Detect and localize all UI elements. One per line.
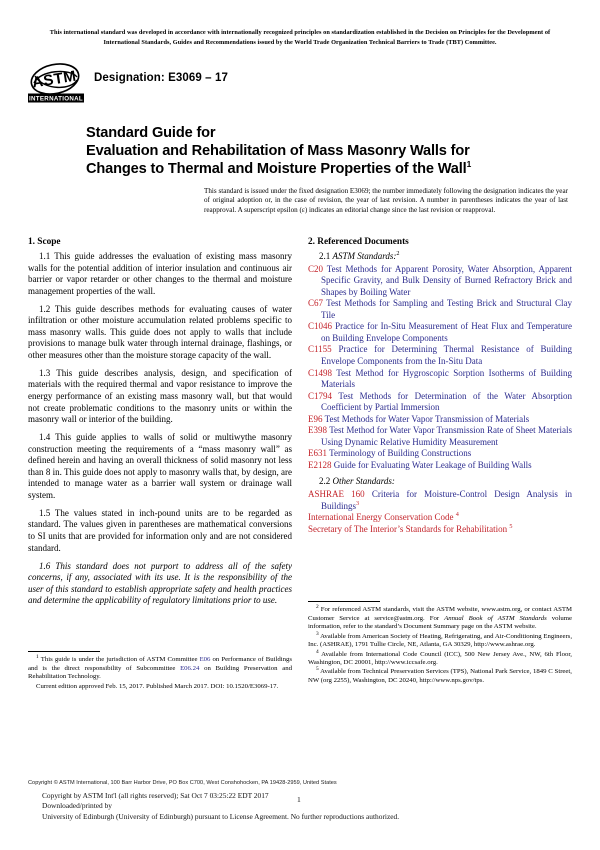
reference-designation[interactable]: Secretary of The Interior’s Standards for Rehabilitation <box>308 523 508 534</box>
reference-title[interactable]: Test Methods for Apparent Porosity, Water Absorption, Apparent Specific Gravity, and Bulk Density of Burned Refractory Brick and Shapes by Boiling Water <box>321 263 572 297</box>
scope-heading: 1. Scope <box>28 237 61 247</box>
scope-paragraph: 1.4 This guide applies to walls of solid or multiwythe masonry construction meeting the requirements of a “mass masonry wall” as defined herein and having an overall thickness of solid masonry not less than 8 in. This guide does not apply to masonry walls that, by design, are intended to manage water as a barrier wall system or drainage wall system. <box>28 432 292 500</box>
reference-item[interactable] <box>308 298 572 321</box>
reference-footnote-marker: 4 <box>455 511 459 519</box>
astm-standards-subheading-number: 2.1 <box>319 251 331 261</box>
footnotes-right <box>308 603 573 686</box>
footnote-text: Available from International Code Council (ICC), 500 New Jersey Ave., NW, 6th Floor, Washington, DC 20001, http://www.iccsafe.org. <box>308 650 572 667</box>
reference-item[interactable] <box>308 460 572 472</box>
footnote-text: Available from American Society of Heating, Refrigerating, and Air-Conditioning Engineers, Inc. (ASHRAE), 1791 Tullie Circle, NE, Atlanta, GA 30329, http://www.ashrae.org. <box>308 632 573 649</box>
footnote-marker: 3 <box>316 630 319 637</box>
reference-designation[interactable]: E96 <box>308 413 323 424</box>
reference-title[interactable]: Terminology of Building Constructions <box>329 448 472 459</box>
scope-paragraph: 1.2 This guide describes methods for evaluating causes of water infiltration or other moisture accumulation related problems specific to mass masonry walls. This guide does not apply to walls that include provisions to manage bulk water through internal drainage, flashings, or other measures other than the moisture storage capacity of the wall. <box>28 303 292 360</box>
document-header <box>28 63 568 107</box>
astm-standards-subheading-text: ASTM Standards: <box>332 251 397 261</box>
reference-designation[interactable]: C1498 <box>308 367 333 378</box>
other-standards-list <box>308 489 572 535</box>
reference-designation[interactable]: C1046 <box>308 321 333 332</box>
footnote-text: on Performance of Buildings and is the direct responsibility of Subcommittee <box>28 656 292 672</box>
reference-item[interactable] <box>308 414 572 426</box>
scope-safety-paragraph: 1.6 This standard does not purport to address all of the safety concerns, if any, associated with its use. It is the responsibility of the user of this standard to establish appropriate safety and health practices and determine the applicability of regulatory limitations prior to use. <box>28 560 292 606</box>
issued-note: This standard is issued under the fixed designation E3069; the number immediately following the designation indicates the year of original adoption or, in the case of revision, the year of last revision. A number in parentheses indicates the year of last reapproval. A superscript epsilon (ε) indicates an editorial change since the last revision or reapproval. <box>204 187 568 214</box>
reference-designation[interactable]: E631 <box>308 448 327 459</box>
reference-item[interactable] <box>308 391 572 414</box>
reference-title[interactable]: Test Method for Hygroscopic Sorption Isotherms of Building Materials <box>321 367 572 390</box>
footnote-item: Current edition approved Feb. 15, 2017. Published March 2017. DOI: 10.1520/E3069-17. <box>36 682 279 690</box>
reference-title[interactable]: Practice for Determining Thermal Resistance of Building Envelope Components from the In-Situ Data <box>321 344 572 366</box>
footnote-divider-left <box>28 651 100 652</box>
title-line-3 <box>86 160 568 178</box>
reference-item[interactable] <box>308 264 572 299</box>
download-line-1: Copyright by ASTM Int'l (all rights reserved); Sat Oct 7 03:25:22 EDT 2017 <box>42 791 269 800</box>
footnote-text: This guide is under the jurisdiction of ASTM Committee <box>40 656 200 663</box>
reference-designation[interactable]: C1794 <box>308 390 333 401</box>
footnote-link-subcommittee[interactable]: E06.24 <box>180 664 200 672</box>
reference-item[interactable] <box>308 448 572 460</box>
reference-designation[interactable]: C20 <box>308 263 324 274</box>
download-stamp <box>42 791 522 822</box>
footnote-link-committee[interactable]: E06 <box>199 656 211 663</box>
other-reference-item[interactable] <box>308 489 572 512</box>
copyright-line: Copyright © ASTM International, 100 Barr Harbor Drive, PO Box C700, West Conshohocken, PA 19428-2959, United States <box>28 780 337 786</box>
referenced-documents-heading: 2. Referenced Documents <box>308 237 409 247</box>
reference-title[interactable]: Test Methods for Sampling and Testing Brick and Structural Clay Tile <box>321 298 572 320</box>
reference-designation[interactable]: ASHRAE 160 <box>308 489 365 500</box>
other-reference-item[interactable] <box>308 512 572 524</box>
reference-footnote-marker: 3 <box>356 499 360 507</box>
reference-title[interactable]: Guide for Evaluating Water Leakage of Building Walls <box>333 459 532 470</box>
footnote-divider-right <box>308 601 380 602</box>
astm-standards-subheading <box>308 251 572 263</box>
reference-title[interactable]: Test Methods for Water Vapor Transmission of Materials <box>324 413 530 424</box>
title-line-1: Standard Guide for <box>86 125 216 141</box>
reference-item[interactable] <box>308 425 572 448</box>
footnote-item <box>308 603 573 632</box>
scope-paragraph: 1.3 This guide describes analysis, design, and specification of materials with the required thermal and vapor resistance to improve the energy performance of an existing mass masonry wall, but that would not create problematic conditions to the masonry units or within the masonry wall or interior of the building. <box>28 367 292 425</box>
other-standards-subheading-number: 2.2 <box>319 476 331 487</box>
title-line-2: Evaluation and Rehabilitation of Mass Masonry Walls for <box>86 143 470 160</box>
footnotes-left <box>28 653 292 692</box>
reference-footnote-marker: 5 <box>509 522 513 530</box>
astm-standards-subheading-marker: 2 <box>396 250 400 257</box>
reference-item[interactable] <box>308 368 572 391</box>
scope-paragraph: 1.1 This guide addresses the evaluation of existing mass masonry walls for the potential addition of interior insulation and continuous air barrier or vapor retarder or other changes to the thermal and moisture management properties of the wall. <box>28 251 292 296</box>
reference-item[interactable] <box>308 344 572 367</box>
footnote-text: For referenced ASTM standards, visit the ASTM website, www.astm.org, or contact ASTM Customer Service at service@astm.org. For <box>308 606 573 622</box>
astm-standards-list <box>308 264 572 472</box>
footnote-italic: Annual Book of ASTM Standards <box>444 614 547 622</box>
astm-logo-wordmark: INTERNATIONAL <box>29 95 83 103</box>
footnote-text: on Building Preservation and Rehabilitation Technology. <box>28 664 292 681</box>
download-line-3: University of Edinburgh (University of Edinburgh) pursuant to License Agreement. No further reproductions authorized. <box>42 811 400 821</box>
footnote-marker: 2 <box>316 603 319 610</box>
designation-label: Designation: E3069 – 17 <box>94 72 228 84</box>
reference-item[interactable] <box>308 321 572 344</box>
footnote-item <box>308 648 572 668</box>
left-column <box>28 236 292 613</box>
reference-title[interactable]: Criteria for Moisture-Control Design Analysis in Buildings <box>321 489 573 511</box>
footnote-marker: 1 <box>36 653 39 660</box>
svg-text:ASTM: ASTM <box>30 67 78 92</box>
footnote-item <box>308 630 573 650</box>
reference-designation[interactable]: International Energy Conservation Code <box>308 512 454 523</box>
title-line-3-text: Changes to Thermal and Moisture Properties of the Wall <box>86 161 467 178</box>
title-block <box>86 124 568 179</box>
title-footnote-marker: 1 <box>466 159 472 170</box>
download-line-2: Downloaded/printed by <box>42 801 112 811</box>
astm-logo-icon <box>28 63 84 104</box>
reference-title[interactable]: Test Methods for Determination of the Water Absorption Coefficient by Partial Immersion <box>321 390 573 413</box>
tbt-notice: This international standard was developed in accordance with internationally recognized principles on standardization established in the Decision on Principles for the Development of International Standards, Guides and Recommendations issued by the World Trade Organization Technical Barriers to Trade (TBT) Committee. <box>49 29 551 46</box>
footnote-text: volume information, refer to the standard’s Document Summary page on the ASTM website. <box>308 614 572 631</box>
footnote-marker: 5 <box>316 666 319 673</box>
other-standards-subheading-text: Other Standards: <box>332 476 395 487</box>
reference-designation[interactable]: E398 <box>308 425 327 436</box>
other-standards-subheading <box>308 476 572 488</box>
footnote-marker: 4 <box>316 648 319 655</box>
reference-title[interactable]: Test Method for Water Vapor Transmission Rate of Sheet Materials Using Dynamic Relative Humidity Measurement <box>321 425 573 447</box>
reference-designation[interactable]: C67 <box>308 298 324 309</box>
other-reference-item[interactable] <box>308 524 572 536</box>
footnote-item <box>28 653 292 682</box>
reference-designation[interactable]: C1155 <box>308 344 332 355</box>
right-column <box>308 236 572 535</box>
reference-designation[interactable]: E2128 <box>308 459 332 470</box>
scope-paragraph: 1.5 The values stated in inch-pound units are to be regarded as standard. The values given in parentheses are mathematical conversions to SI units that are provided for information only and are not considered standard. <box>28 507 292 553</box>
footnote-text: Available from Technical Preservation Services (TPS), National Park Service, 1849 C Street, NW (org 2255), Washington, DC 20240, http://www.nps.gov/tps. <box>308 668 572 685</box>
reference-title[interactable]: Practice for In-Situ Measurement of Heat Flux and Temperature on Building Envelope Components <box>321 321 573 343</box>
footnote-item <box>308 668 572 685</box>
page-number: 1 <box>297 795 301 804</box>
